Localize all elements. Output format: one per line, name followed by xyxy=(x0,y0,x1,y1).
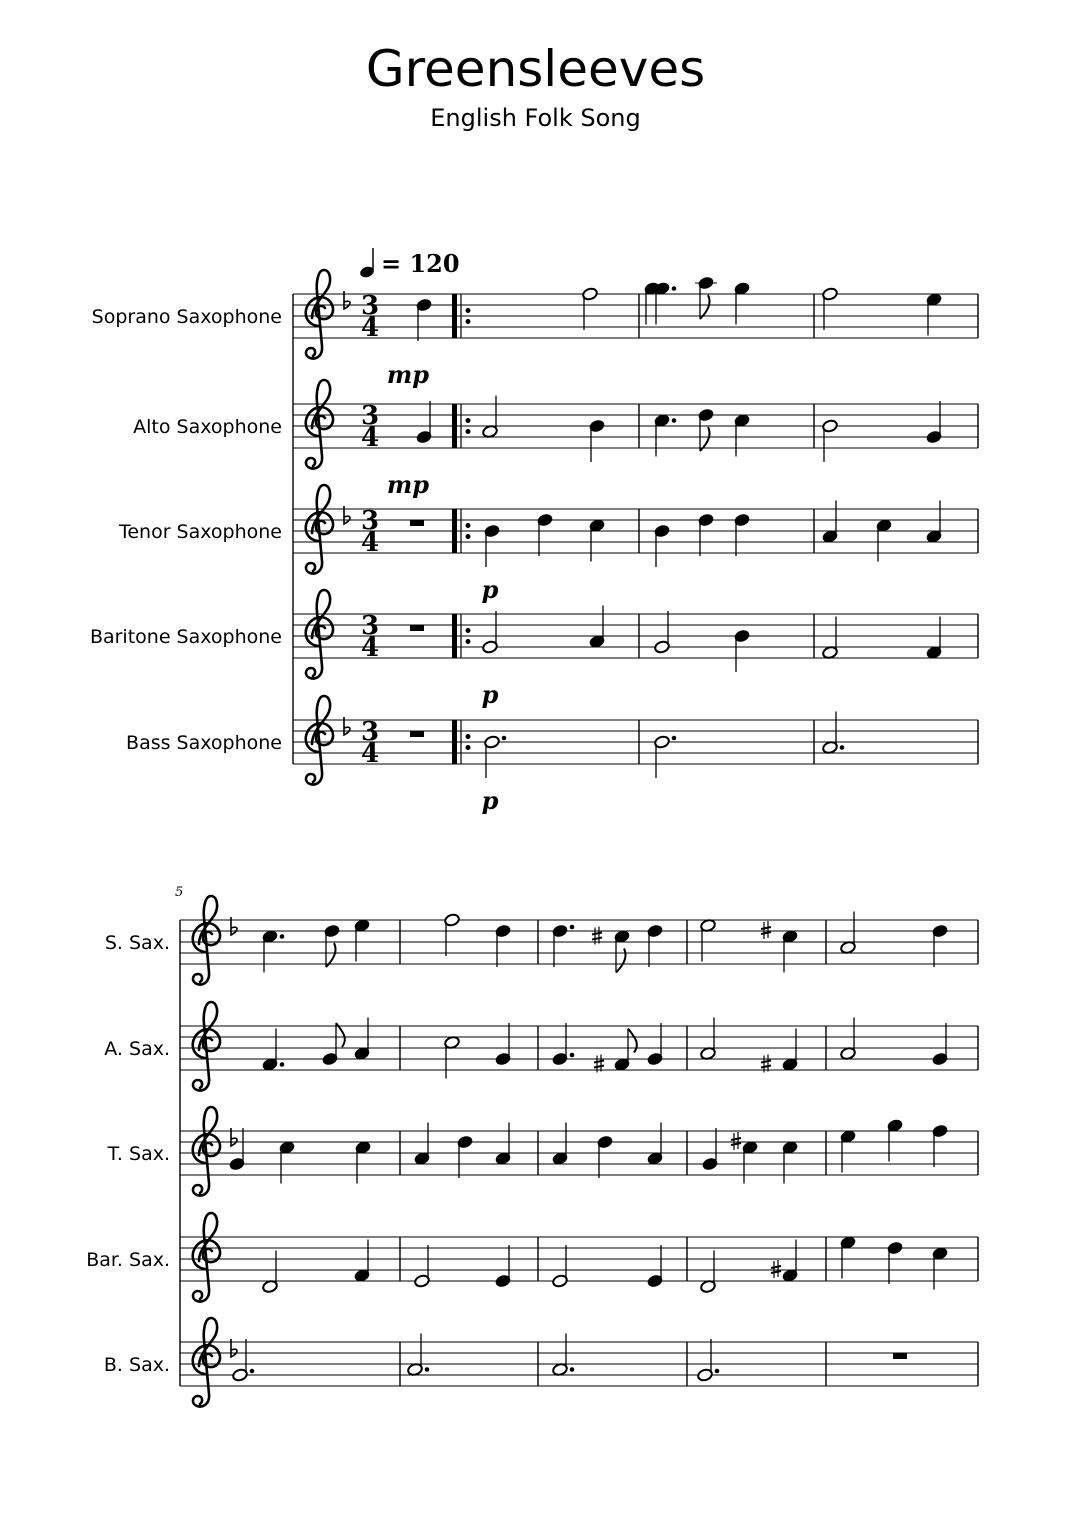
note xyxy=(324,924,341,967)
time-signature-bottom: 4 xyxy=(360,739,380,769)
note xyxy=(262,929,285,972)
note xyxy=(932,1246,949,1289)
repeat-dot xyxy=(466,745,471,750)
note xyxy=(444,1035,461,1078)
note xyxy=(552,1123,569,1166)
instrument-name: Tenor Saxophone xyxy=(118,521,282,543)
note xyxy=(926,401,943,444)
note xyxy=(416,401,433,444)
note xyxy=(654,735,677,778)
note xyxy=(840,1129,857,1172)
note xyxy=(262,1029,285,1072)
note xyxy=(822,501,839,544)
note xyxy=(495,1023,512,1066)
rest-icon xyxy=(410,731,424,737)
treble-clef-icon xyxy=(193,1213,220,1302)
treble-clef-icon xyxy=(306,696,333,785)
note xyxy=(932,1023,949,1066)
note xyxy=(414,1245,431,1288)
instrument-name: Bass Saxophone xyxy=(126,732,282,754)
note xyxy=(932,1124,949,1167)
sharp-icon xyxy=(731,1132,741,1150)
time-signature-bottom: 4 xyxy=(360,423,380,453)
repeat-dot xyxy=(466,734,471,739)
note xyxy=(647,1023,664,1066)
rest-icon xyxy=(893,1353,907,1359)
score-title: Greensleeves xyxy=(365,40,706,98)
note xyxy=(597,1135,614,1178)
note xyxy=(734,513,751,556)
repeat-dot xyxy=(466,319,471,324)
rest-icon xyxy=(410,520,424,526)
note xyxy=(647,1245,664,1288)
note xyxy=(876,518,893,561)
instrument-name: Alto Saxophone xyxy=(133,416,282,438)
note xyxy=(482,396,499,439)
note xyxy=(887,1118,904,1161)
note xyxy=(354,1240,371,1283)
treble-clef-icon xyxy=(306,270,333,359)
treble-clef-icon xyxy=(306,380,333,469)
tempo-mark xyxy=(359,248,460,279)
note xyxy=(782,1029,799,1072)
note xyxy=(322,1023,345,1066)
note xyxy=(734,281,751,324)
note xyxy=(840,1018,857,1061)
note xyxy=(822,712,845,755)
rest-icon xyxy=(410,625,424,631)
score-subtitle: English Folk Song xyxy=(430,104,641,132)
note xyxy=(926,617,943,660)
repeat-dot xyxy=(466,639,471,644)
note xyxy=(552,924,575,967)
note xyxy=(654,524,671,567)
time-signature-top: 3 xyxy=(360,506,380,536)
note xyxy=(822,419,839,462)
treble-clef-icon xyxy=(193,896,220,985)
note xyxy=(537,513,554,556)
dynamic-marking: p xyxy=(481,680,499,709)
note xyxy=(589,419,606,462)
sharp-icon xyxy=(761,921,771,939)
note xyxy=(262,1251,279,1294)
instrument-name: A. Sax. xyxy=(104,1038,170,1060)
note xyxy=(647,924,664,967)
repeat-dot xyxy=(466,418,471,423)
treble-clef-icon xyxy=(193,1002,220,1091)
time-signature-top: 3 xyxy=(360,717,380,747)
treble-clef-icon xyxy=(193,1318,220,1407)
note xyxy=(495,1245,512,1288)
time-signature-bottom: 4 xyxy=(360,313,380,343)
note xyxy=(822,617,839,660)
note xyxy=(484,524,501,567)
note xyxy=(232,1339,255,1382)
repeat-barline xyxy=(452,614,457,658)
note xyxy=(444,913,461,956)
dynamic-marking: mp xyxy=(386,360,430,389)
note xyxy=(702,1128,719,1171)
note xyxy=(840,1235,857,1278)
staff xyxy=(293,380,978,469)
instrument-name: B. Sax. xyxy=(103,1354,170,1376)
note xyxy=(355,1140,372,1183)
repeat-barline xyxy=(452,720,457,764)
note xyxy=(782,1240,799,1283)
instrument-name: Soprano Saxophone xyxy=(91,306,282,328)
measure-number: 5 xyxy=(175,885,184,900)
note xyxy=(887,1241,904,1284)
note xyxy=(484,735,507,778)
note xyxy=(416,298,433,341)
note xyxy=(700,918,717,961)
note xyxy=(354,918,371,961)
time-signature-bottom: 4 xyxy=(360,528,380,558)
note xyxy=(734,413,751,456)
note xyxy=(654,611,671,654)
staff xyxy=(293,270,978,359)
note xyxy=(698,408,715,451)
treble-clef-icon xyxy=(306,590,333,679)
repeat-dot xyxy=(466,523,471,528)
time-signature-top: 3 xyxy=(360,401,380,431)
system-2 xyxy=(86,885,978,1407)
note xyxy=(407,1334,430,1377)
note xyxy=(926,501,943,544)
note xyxy=(482,611,499,654)
staff xyxy=(180,896,978,985)
note xyxy=(697,1339,720,1382)
note xyxy=(495,1123,512,1166)
note xyxy=(932,924,949,967)
note xyxy=(782,929,799,972)
note xyxy=(552,1334,575,1377)
note xyxy=(279,1140,296,1183)
note xyxy=(822,287,839,330)
note xyxy=(734,629,751,672)
repeat-dot xyxy=(466,628,471,633)
dynamic-marking: p xyxy=(481,786,499,815)
time-signature-top: 3 xyxy=(360,611,380,641)
repeat-barline xyxy=(452,509,457,553)
system-1 xyxy=(90,270,978,815)
instrument-name: Baritone Saxophone xyxy=(89,626,282,648)
dynamic-marking: p xyxy=(481,575,499,604)
note xyxy=(552,1023,575,1066)
repeat-barline xyxy=(452,294,457,338)
time-signature-bottom: 4 xyxy=(360,633,380,663)
staff xyxy=(180,1002,978,1091)
staff xyxy=(293,696,978,785)
note xyxy=(654,281,677,324)
tempo-value: = 120 xyxy=(381,249,460,278)
staff xyxy=(180,1318,978,1407)
treble-clef-icon xyxy=(306,485,333,574)
note xyxy=(552,1245,569,1288)
note xyxy=(614,1029,637,1072)
staff xyxy=(180,1107,978,1196)
note xyxy=(495,924,512,967)
sharp-icon xyxy=(771,1260,781,1278)
note xyxy=(589,606,606,649)
note xyxy=(354,1018,371,1061)
note xyxy=(698,513,715,556)
note xyxy=(654,413,677,456)
note xyxy=(457,1135,474,1178)
note xyxy=(695,276,717,319)
staff xyxy=(180,1213,978,1302)
treble-clef-icon xyxy=(193,1107,220,1196)
note xyxy=(926,292,943,335)
instrument-name: T. Sax. xyxy=(107,1143,170,1165)
note xyxy=(582,287,599,330)
note xyxy=(614,929,631,972)
note xyxy=(700,1251,717,1294)
repeat-dot xyxy=(466,308,471,313)
repeat-barline xyxy=(452,404,457,448)
note xyxy=(742,1140,759,1183)
dynamic-marking: mp xyxy=(386,470,430,499)
note xyxy=(647,1123,664,1166)
instrument-name: Bar. Sax. xyxy=(86,1249,170,1271)
repeat-dot xyxy=(466,534,471,539)
note xyxy=(782,1140,799,1183)
note xyxy=(700,1018,717,1061)
repeat-dot xyxy=(466,429,471,434)
time-signature-top: 3 xyxy=(360,291,380,321)
staff xyxy=(293,590,978,679)
note xyxy=(589,518,606,561)
note xyxy=(840,912,857,955)
instrument-name: S. Sax. xyxy=(104,932,170,954)
note xyxy=(414,1123,431,1166)
